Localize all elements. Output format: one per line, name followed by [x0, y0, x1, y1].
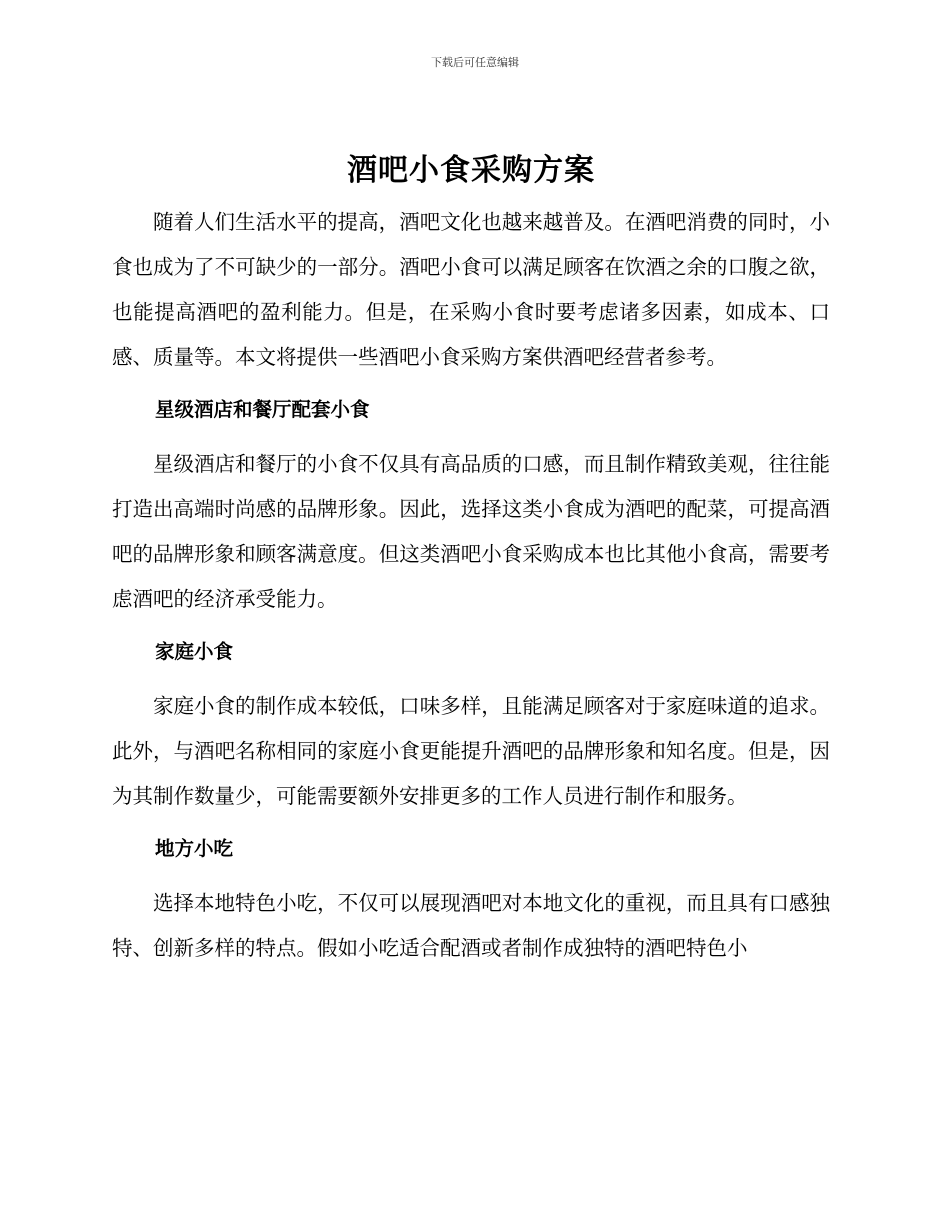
- section-paragraph: 家庭小食的制作成本较低，口味多样，且能满足顾客对于家庭味道的追求。此外，与酒吧名称相同的家庭小食更能提升酒吧的品牌形象和知名度。但是，因为其制作数量少，可能需要额外安排更多的工作人员进行制作和服务。: [112, 694, 830, 808]
- section-paragraph: 选择本地特色小吃，不仅可以展现酒吧对本地文化的重视，而且具有口感独特、创新多样的特点。假如小吃适合配酒或者制作成独特的酒吧特色小: [112, 891, 830, 960]
- section-heading: 家庭小食: [155, 640, 234, 663]
- section-home-snacks: [112, 634, 830, 819]
- section-hotel-restaurant: [112, 392, 830, 622]
- section-heading: 星级酒店和餐厅配套小食: [155, 398, 370, 421]
- page-header-note: 下载后可任意编辑: [431, 56, 519, 69]
- section-heading: 地方小吃: [155, 837, 234, 860]
- document-title: 酒吧小食采购方案: [347, 153, 595, 188]
- section-paragraph: 星级酒店和餐厅的小食不仅具有高品质的口感，而且制作精致美观，往往能打造出高端时尚感的品牌形象。因此，选择这类小食成为酒吧的配菜，可提高酒吧的品牌形象和顾客满意度。但这类酒吧小食采购成本也比其他小食高，需要考虑酒吧的经济承受能力。: [112, 452, 830, 611]
- document-body: [112, 148, 830, 971]
- section-local-snacks: [112, 831, 830, 971]
- intro-paragraph: 随着人们生活水平的提高，酒吧文化也越来越普及。在酒吧消费的同时，小食也成为了不可缺少的一部分。酒吧小食可以满足顾客在饮酒之余的口腹之欲，也能提高酒吧的盈利能力。但是，在采购小食时要考虑诸多因素，如成本、口感、质量等。本文将提供一些酒吧小食采购方案供酒吧经营者参考。: [112, 210, 830, 369]
